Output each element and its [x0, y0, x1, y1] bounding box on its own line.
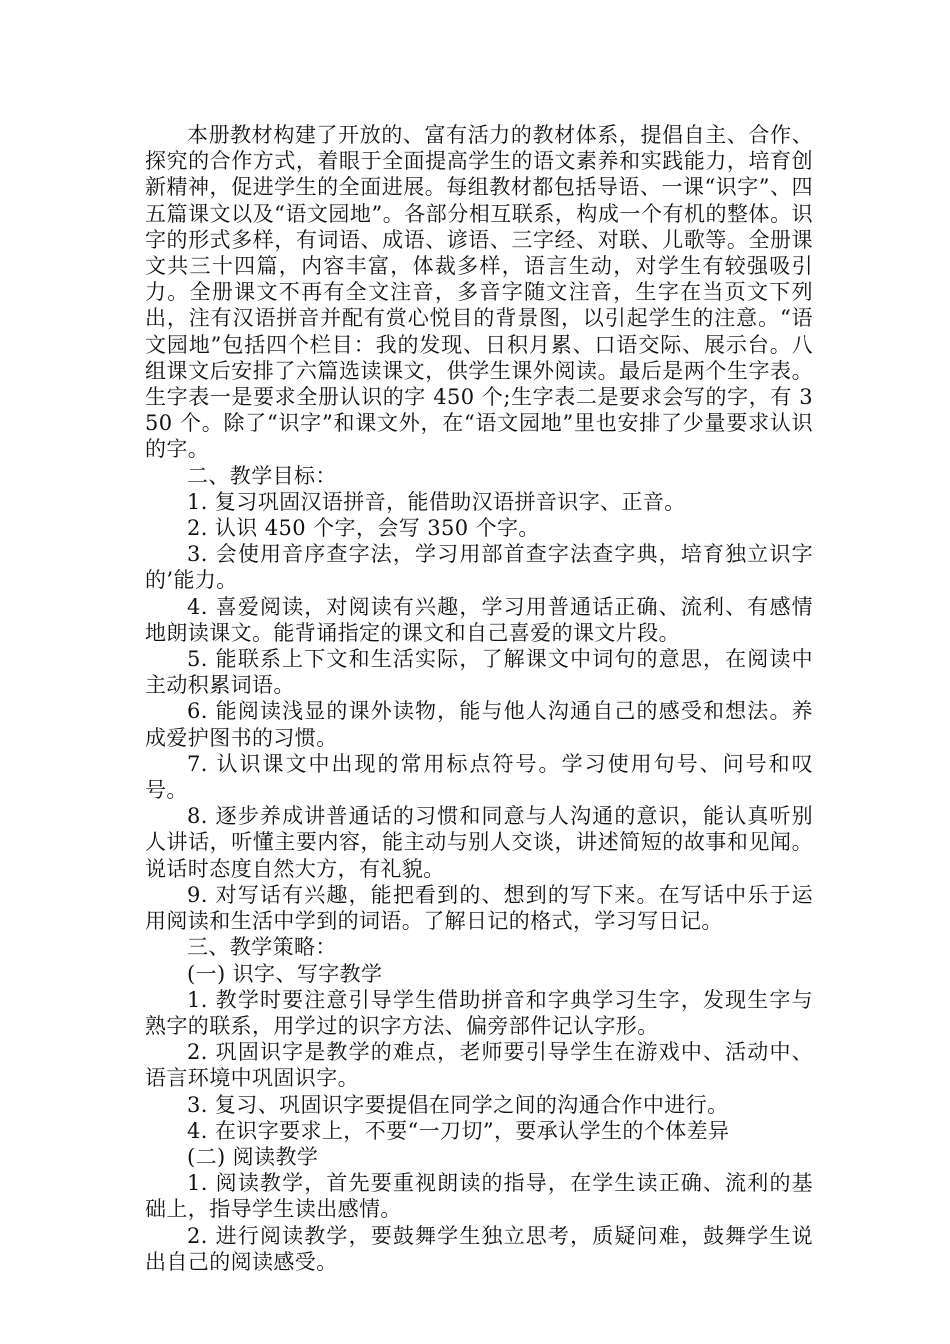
- literacy-item: 1. 教学时要注意引导学生借助拼音和字典学习生字，发现生字与熟字的联系，用学过的识字方法、偏旁部件记认字形。: [145, 987, 813, 1038]
- section-title-teaching-goals: 二、教学目标：: [187, 463, 337, 488]
- section-title-teaching-strategies: 三、教学策略：: [187, 935, 337, 960]
- goal-item: 6. 能阅读浅显的课外读物，能与他人沟通自己的感受和想法。养成爱护图书的习惯。: [145, 699, 813, 750]
- literacy-item: 2. 巩固识字是教学的难点，老师要引导学生在游戏中、活动中、语言环境中巩固识字。: [145, 1040, 813, 1091]
- goal-item: 5. 能联系上下文和生活实际，了解课文中词句的意思，在阅读中主动积累词语。: [145, 647, 813, 698]
- goal-item: 9. 对写话有兴趣，能把看到的、想到的写下来。在写话中乐于运用阅读和生活中学到的词语。了解日记的格式，学习写日记。: [145, 882, 813, 934]
- subsection-title-literacy: (一) 识字、写字教学: [187, 961, 383, 986]
- document-page: [145, 122, 813, 1275]
- goal-item: 7. 认识课文中出现的常用标点符号。学习使用句号、问号和叹号。: [145, 751, 813, 803]
- goal-item: 8. 逐步养成讲普通话的习惯和同意与人沟通的意识，能认真听别人讲话，听懂主要内容，能主动与别人交谈，讲述简短的故事和见闻。说话时态度自然大方，有礼貌。: [145, 804, 813, 881]
- goal-item: 2. 认识 450 个字，会写 350 个字。: [187, 516, 540, 541]
- subsection-title-reading: (二) 阅读教学: [187, 1144, 319, 1169]
- literacy-item: 3. 复习、巩固识字要提倡在同学之间的沟通合作中进行。: [187, 1092, 729, 1117]
- intro-paragraph: 本册教材构建了开放的、富有活力的教材体系，提倡自主、合作、探究的合作方式，着眼于全面提高学生的语文素养和实践能力，培育创新精神，促进学生的全面进展。每组教材都包括导语、一课“识字”、四五篇课文以及“语文园地”。各部分相互联系，构成一个有机的整体。识字的形式多样，有词语、成语、谚语、三字经、对联、儿歌等。全册课文共三十四篇，内容丰富，体裁多样，语言生动，对学生有较强吸引力。全册课文不再有全文注音，多音字随文注音，生字在当页文下列出，注有汉语拼音并配有赏心悦目的背景图，以引起学生的注意。“语文园地”包括四个栏目：我的发现、日积月累、口语交际、展示台。八组课文后安排了六篇选读课文，供学生课外阅读。最后是两个生字表。生字表一是要求全册认识的字 450 个;生字表二是要求会写的字，有 350 个。除了“识字”和课文外，在“语文园地”里也安排了少量要求认识的字。: [145, 123, 813, 462]
- reading-item: 2. 进行阅读教学，要鼓舞学生独立思考，质疑问难，鼓舞学生说出自己的阅读感受。: [145, 1223, 813, 1274]
- goal-item: 4. 喜爱阅读，对阅读有兴趣，学习用普通话正确、流利、有感情地朗读课文。能背诵指定的课文和自己喜爱的课文片段。: [145, 594, 813, 645]
- goal-item: 1. 复习巩固汉语拼音，能借助汉语拼音识字、正音。: [187, 489, 686, 514]
- goal-item: 3. 会使用音序查字法，学习用部首查字法查字典，培育独立识字的’能力。: [145, 542, 813, 593]
- reading-item: 1. 阅读教学，首先要重视朗读的指导，在学生读正确、流利的基础上，指导学生读出感情。: [145, 1171, 813, 1222]
- literacy-item: 4. 在识字要求上，不要“一刀切”，要承认学生的个体差异: [187, 1118, 730, 1143]
